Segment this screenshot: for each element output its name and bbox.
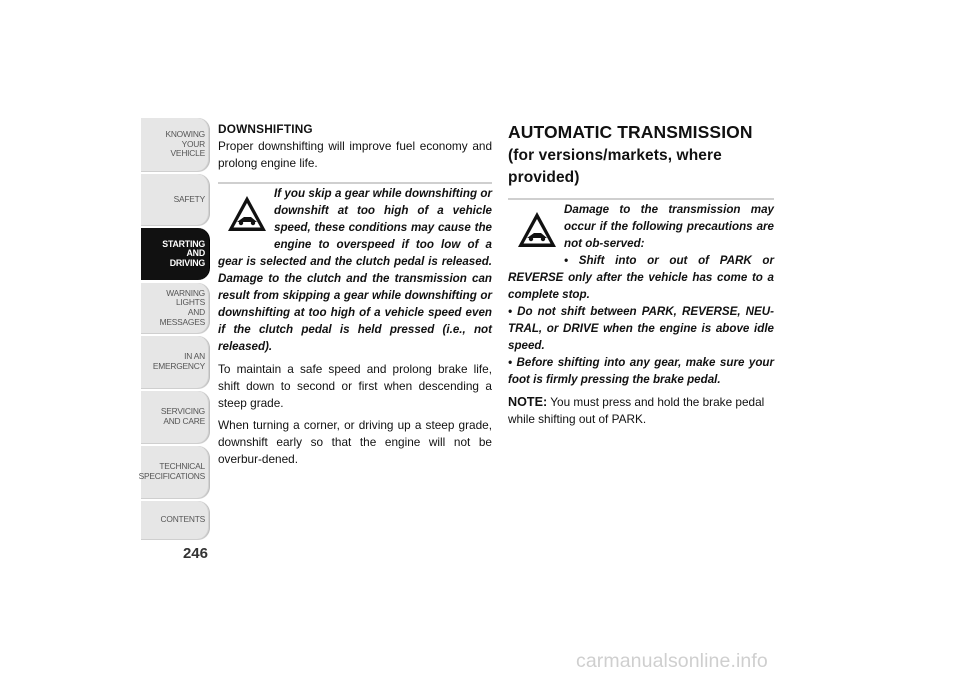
tab-in-an-emergency[interactable] [141, 336, 210, 388]
warning-box [508, 198, 774, 388]
precaution-item: • Shift into or out of PARK or REVERSE only after the vehicle has come to a complete stop. [508, 254, 774, 301]
heading-main: AUTOMATIC TRANSMISSION [508, 122, 753, 142]
turning-paragraph: When turning a corner, or driving up a steep grade, downshift early so that the engine will not be overbur-dened. [218, 418, 492, 466]
note-label: NOTE: [508, 395, 548, 409]
tab-label: WARNING LIGHTS AND MESSAGES [159, 287, 205, 327]
watermark: carmanualsonline.info [576, 650, 768, 672]
tab-label: IN AN EMERGENCY [152, 351, 205, 371]
tab-label: SAFETY [173, 193, 205, 204]
tab-contents[interactable] [141, 501, 210, 539]
tab-safety[interactable] [141, 174, 210, 225]
page-number: 246 [182, 545, 208, 562]
precaution-item: • Do not shift between PARK, REVERSE, NEU-TRAL, or DRIVE when the engine is above idle speed. [508, 305, 774, 352]
warning-triangle-icon [226, 193, 268, 235]
note-paragraph [508, 394, 774, 428]
warning-intro: Damage to the transmission may occur if the following precautions are not ob-served: [564, 203, 774, 250]
warning-triangle-icon [516, 209, 558, 251]
intro-paragraph: Proper downshifting will improve fuel economy and prolong engine life. [218, 139, 492, 170]
warning-text: If you skip a gear while downshifting or downshift at too high of a vehicle speed, these conditions may cause the engine to overspeed if too low of a gear is selected and the clutch pedal is released. Damage to the clutch and the transmission can result from skipping a gear while downshifting or downshifting at too high of a vehicle speed even if the clutch pedal is held pressed (i.e., not released). [218, 187, 492, 353]
tab-label: STARTING AND DRIVING [162, 238, 205, 268]
section-heading [508, 122, 774, 188]
section-subheading: DOWNSHIFTING [218, 122, 313, 136]
right-column [508, 120, 774, 428]
tab-label: CONTENTS [160, 514, 205, 525]
heading-qualifier: (for versions/markets, where provided) [508, 147, 722, 186]
descending-paragraph: To maintain a safe speed and prolong brake life, shift down to second or first when descending a steep grade. [218, 362, 492, 410]
tab-label: KNOWING YOUR VEHICLE [165, 129, 205, 159]
tab-technical-specifications[interactable] [138, 446, 210, 498]
precaution-item: • Before shifting into any gear, make sure your foot is firmly pressing the brake pedal. [508, 356, 774, 386]
tab-servicing-and-care[interactable] [141, 391, 210, 443]
tab-label: SERVICING AND CARE [160, 406, 205, 426]
tab-label: TECHNICAL SPECIFICATIONS [138, 461, 205, 481]
tab-knowing-your-vehicle[interactable] [141, 118, 210, 171]
warning-box [218, 182, 492, 355]
left-column [218, 120, 492, 473]
note-text: You must press and hold the brake pedal while shifting out of PARK. [508, 395, 765, 426]
tab-starting-and-driving[interactable] [141, 228, 210, 280]
tab-warning-lights-and-messages[interactable] [141, 283, 210, 333]
